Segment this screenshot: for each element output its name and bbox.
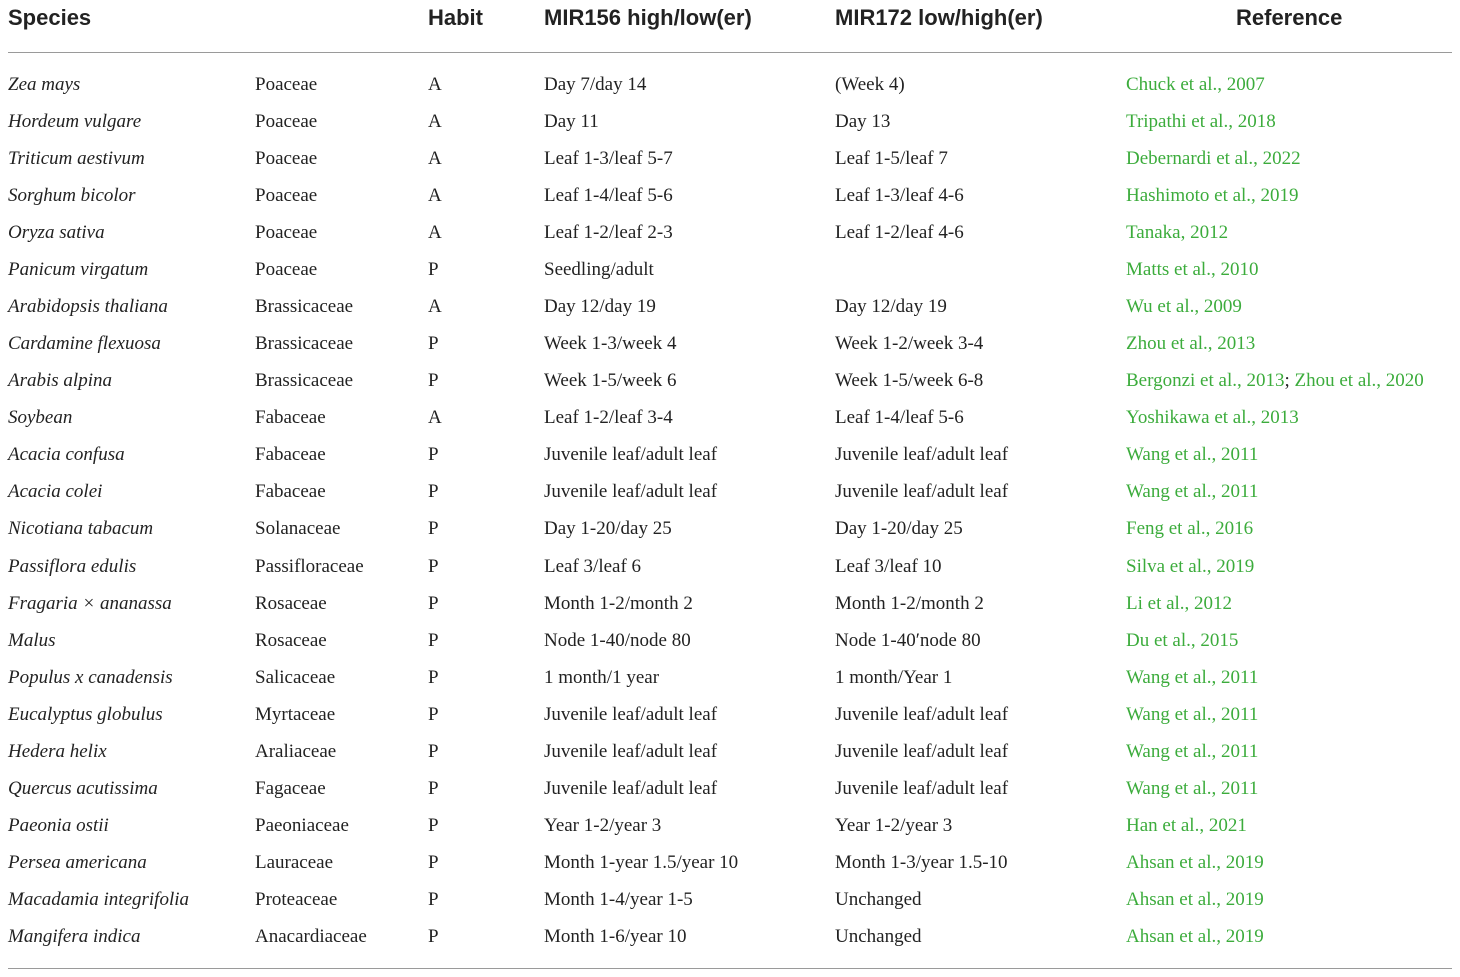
- mir156-cell: Year 1-2/year 3: [544, 815, 662, 836]
- header-species: Species: [8, 5, 92, 30]
- table-row: [0, 183, 1460, 220]
- species-cell: Quercus acutissima: [8, 778, 158, 799]
- mir156-cell: 1 month/1 year: [544, 667, 660, 688]
- mir156-cell: Juvenile leaf/adult leaf: [544, 704, 718, 725]
- mir172-cell: Year 1-2/year 3: [835, 815, 953, 836]
- mir172-cell: Day 13: [835, 111, 891, 132]
- mir172-cell: Unchanged: [835, 889, 922, 910]
- mir156-cell: Month 1-2/month 2: [544, 593, 693, 614]
- species-cell: Populus x canadensis: [8, 667, 173, 688]
- species-cell: Persea americana: [8, 852, 147, 873]
- reference-link[interactable]: Wang et al., 2011: [1126, 741, 1259, 762]
- table-row: [0, 665, 1460, 702]
- table-row: [0, 405, 1460, 442]
- mir172-cell: Juvenile leaf/adult leaf: [835, 741, 1009, 762]
- species-cell: Panicum virgatum: [8, 259, 149, 280]
- mir156-cell: Leaf 1-3/leaf 5-7: [544, 148, 673, 169]
- reference-link[interactable]: Yoshikawa et al., 2013: [1126, 407, 1299, 428]
- mir156-cell: Day 1-20/day 25: [544, 518, 672, 539]
- habit-cell: P: [428, 815, 439, 836]
- habit-cell: P: [428, 593, 439, 614]
- reference-cell: [1126, 739, 1258, 765]
- habit-cell: A: [428, 185, 442, 206]
- habit-cell: P: [428, 926, 439, 947]
- reference-link[interactable]: Tanaka, 2012: [1126, 222, 1229, 243]
- mir172-cell: Juvenile leaf/adult leaf: [835, 704, 1009, 725]
- mir156-cell: Seedling/adult: [544, 259, 654, 280]
- species-cell: Soybean: [8, 407, 73, 428]
- reference-cell: [1126, 331, 1255, 357]
- mir172-cell: Juvenile leaf/adult leaf: [835, 444, 1009, 465]
- habit-cell: P: [428, 704, 439, 725]
- reference-link[interactable]: Wang et al., 2011: [1126, 481, 1259, 502]
- species-cell: Cardamine flexuosa: [8, 333, 161, 354]
- reference-cell: [1126, 850, 1264, 876]
- table-row: [0, 331, 1460, 368]
- reference-cell: [1126, 72, 1265, 98]
- mir172-cell: Unchanged: [835, 926, 922, 947]
- habit-cell: P: [428, 333, 439, 354]
- table-row: [0, 109, 1460, 146]
- species-cell: Arabidopsis thaliana: [8, 296, 168, 317]
- reference-link[interactable]: Zhou et al., 2013: [1126, 333, 1256, 354]
- table-row: [0, 146, 1460, 183]
- reference-cell: [1126, 516, 1253, 542]
- mir156-cell: Week 1-5/week 6: [544, 370, 677, 391]
- reference-link[interactable]: Chuck et al., 2007: [1126, 74, 1265, 95]
- table-row: [0, 924, 1460, 961]
- family-cell: Fabaceae: [255, 444, 326, 465]
- species-cell: Macadamia integrifolia: [8, 889, 190, 910]
- species-cell: Passiflora edulis: [8, 556, 137, 577]
- species-cell: Fragaria × ananassa: [8, 593, 172, 614]
- reference-link[interactable]: Matts et al., 2010: [1126, 259, 1259, 280]
- mir156-cell: Month 1-year 1.5/year 10: [544, 852, 739, 873]
- reference-link[interactable]: Debernardi et al., 2022: [1126, 148, 1301, 169]
- mir156-cell: Day 7/day 14: [544, 74, 647, 95]
- family-cell: Poaceae: [255, 74, 318, 95]
- table-row: [0, 702, 1460, 739]
- family-cell: Poaceae: [255, 222, 318, 243]
- table-header: [0, 0, 1460, 40]
- mir156-cell: Day 12/day 19: [544, 296, 656, 317]
- table-row: [0, 554, 1460, 591]
- reference-cell: [1126, 924, 1264, 950]
- reference-cell: [1126, 776, 1258, 802]
- mir172-cell: Day 12/day 19: [835, 296, 947, 317]
- habit-cell: P: [428, 518, 439, 539]
- family-cell: Passifloraceae: [255, 556, 364, 577]
- family-cell: Rosaceae: [255, 593, 327, 614]
- header-mir172: MIR172 low/high(er): [835, 5, 1043, 30]
- habit-cell: P: [428, 259, 439, 280]
- table-row: [0, 294, 1460, 331]
- reference-link[interactable]: Silva et al., 2019: [1126, 556, 1255, 577]
- mir156-cell: Node 1-40/node 80: [544, 630, 691, 651]
- table-row: [0, 887, 1460, 924]
- table-row: [0, 628, 1460, 665]
- header-mir156: MIR156 high/low(er): [544, 5, 752, 30]
- mir172-cell: Leaf 1-2/leaf 4-6: [835, 222, 964, 243]
- table-row: [0, 72, 1460, 109]
- family-cell: Anacardiaceae: [255, 926, 367, 947]
- reference-cell: [1126, 109, 1276, 135]
- habit-cell: A: [428, 74, 442, 95]
- table-row: [0, 220, 1460, 257]
- reference-cell: [1126, 813, 1247, 839]
- table-row: [0, 850, 1460, 887]
- family-cell: Fabaceae: [255, 407, 326, 428]
- mir172-cell: Day 1-20/day 25: [835, 518, 963, 539]
- species-cell: Hedera helix: [8, 741, 107, 762]
- mir156-cell: Month 1-6/year 10: [544, 926, 687, 947]
- reference-link[interactable]: Bergonzi et al., 2013: [1126, 370, 1285, 391]
- reference-cell: [1126, 554, 1254, 580]
- mir172-cell: Week 1-2/week 3-4: [835, 333, 984, 354]
- mir172-cell: Leaf 3/leaf 10: [835, 556, 942, 577]
- mir172-cell: Month 1-2/month 2: [835, 593, 984, 614]
- mir172-cell: Week 1-5/week 6-8: [835, 370, 984, 391]
- family-cell: Fabaceae: [255, 481, 326, 502]
- family-cell: Poaceae: [255, 148, 318, 169]
- reference-cell: [1126, 220, 1228, 246]
- habit-cell: P: [428, 481, 439, 502]
- species-cell: Nicotiana tabacum: [8, 518, 154, 539]
- species-cell: Oryza sativa: [8, 222, 105, 243]
- header-habit: Habit: [428, 5, 483, 30]
- reference-link[interactable]: Ahsan et al., 2019: [1126, 926, 1264, 947]
- habit-cell: A: [428, 222, 442, 243]
- reference-link[interactable]: Ahsan et al., 2019: [1126, 889, 1264, 910]
- reference-cell: [1126, 442, 1258, 468]
- reference-cell: [1126, 591, 1232, 617]
- reference-link[interactable]: Wu et al., 2009: [1126, 296, 1242, 317]
- reference-cell: [1126, 479, 1258, 505]
- mir156-cell: Day 11: [544, 111, 599, 132]
- family-cell: Myrtaceae: [255, 704, 336, 725]
- table-row: [0, 368, 1460, 405]
- mir156-cell: Leaf 1-2/leaf 2-3: [544, 222, 673, 243]
- mir172-cell: Leaf 1-4/leaf 5-6: [835, 407, 964, 428]
- mir156-cell: Juvenile leaf/adult leaf: [544, 481, 718, 502]
- mir156-cell: Leaf 3/leaf 6: [544, 556, 642, 577]
- mir156-cell: Juvenile leaf/adult leaf: [544, 741, 718, 762]
- reference-cell: [1126, 405, 1299, 431]
- reference-link[interactable]: Zhou et al., 2020: [1289, 370, 1424, 391]
- reference-cell: [1126, 665, 1258, 691]
- family-cell: Solanaceae: [255, 518, 341, 539]
- mir156-cell: Leaf 1-2/leaf 3-4: [544, 407, 673, 428]
- table-row: [0, 739, 1460, 776]
- mir156-cell: Leaf 1-4/leaf 5-6: [544, 185, 673, 206]
- family-cell: Poaceae: [255, 259, 318, 280]
- family-cell: Brassicaceae: [255, 370, 354, 391]
- table-row: [0, 257, 1460, 294]
- mir156-cell: Week 1-3/week 4: [544, 333, 677, 354]
- species-cell: Paeonia ostii: [8, 815, 109, 836]
- table-row: [0, 516, 1460, 553]
- species-cell: Triticum aestivum: [8, 148, 145, 169]
- mir172-cell: (Week 4): [835, 74, 905, 95]
- family-cell: Brassicaceae: [255, 333, 354, 354]
- mir156-cell: Juvenile leaf/adult leaf: [544, 778, 718, 799]
- habit-cell: P: [428, 370, 439, 391]
- reference-link[interactable]: Hashimoto et al., 2019: [1126, 185, 1299, 206]
- reference-link[interactable]: Wang et al., 2011: [1126, 778, 1259, 799]
- habit-cell: A: [428, 148, 442, 169]
- reference-cell: [1126, 146, 1301, 172]
- species-cell: Mangifera indica: [8, 926, 141, 947]
- habit-cell: A: [428, 111, 442, 132]
- habit-cell: P: [428, 778, 439, 799]
- family-cell: Paeoniaceae: [255, 815, 349, 836]
- habit-cell: P: [428, 852, 439, 873]
- reference-link[interactable]: Han et al., 2021: [1126, 815, 1247, 836]
- family-cell: Brassicaceae: [255, 296, 354, 317]
- reference-link[interactable]: Du et al., 2015: [1126, 630, 1239, 651]
- reference-link[interactable]: Tripathi et al., 2018: [1126, 111, 1276, 132]
- family-cell: Poaceae: [255, 111, 318, 132]
- reference-cell: [1126, 887, 1264, 913]
- reference-link[interactable]: Wang et al., 2011: [1126, 704, 1259, 725]
- mir156-cell: Month 1-4/year 1-5: [544, 889, 693, 910]
- reference-link[interactable]: Feng et al., 2016: [1126, 518, 1254, 539]
- species-cell: Acacia confusa: [8, 444, 125, 465]
- species-cell: Zea mays: [8, 74, 81, 95]
- habit-cell: A: [428, 296, 442, 317]
- habit-cell: P: [428, 889, 439, 910]
- habit-cell: P: [428, 630, 439, 651]
- reference-link[interactable]: Wang et al., 2011: [1126, 444, 1259, 465]
- habit-cell: P: [428, 667, 439, 688]
- table-bottom-rule: [8, 968, 1452, 969]
- table-row: [0, 591, 1460, 628]
- habit-cell: P: [428, 741, 439, 762]
- mir172-cell: Juvenile leaf/adult leaf: [835, 481, 1009, 502]
- family-cell: Salicaceae: [255, 667, 336, 688]
- family-cell: Proteaceae: [255, 889, 338, 910]
- reference-cell: [1126, 257, 1258, 283]
- mir172-cell: Node 1-40ʹnode 80: [835, 630, 981, 651]
- species-cell: Malus: [8, 630, 56, 651]
- reference-link[interactable]: Ahsan et al., 2019: [1126, 852, 1264, 873]
- family-cell: Rosaceae: [255, 630, 327, 651]
- reference-cell: [1126, 294, 1242, 320]
- mir172-cell: Juvenile leaf/adult leaf: [835, 778, 1009, 799]
- species-cell: Eucalyptus globulus: [8, 704, 163, 725]
- reference-cell: [1126, 183, 1299, 209]
- reference-link[interactable]: Li et al., 2012: [1126, 593, 1233, 614]
- reference-cell: [1126, 702, 1258, 728]
- table-row: [0, 776, 1460, 813]
- reference-cell: [1126, 368, 1424, 394]
- reference-link[interactable]: Wang et al., 2011: [1126, 667, 1259, 688]
- family-cell: Poaceae: [255, 185, 318, 206]
- header-divider: [8, 52, 1452, 53]
- table-row: [0, 442, 1460, 479]
- mir156-cell: Juvenile leaf/adult leaf: [544, 444, 718, 465]
- mir172-cell: 1 month/Year 1: [835, 667, 953, 688]
- species-cell: Hordeum vulgare: [8, 111, 142, 132]
- table-row: [0, 813, 1460, 850]
- reference-cell: [1126, 628, 1238, 654]
- family-cell: Fagaceae: [255, 778, 326, 799]
- mir172-cell: Leaf 1-3/leaf 4-6: [835, 185, 964, 206]
- reference-separator: ;: [1284, 370, 1290, 391]
- table-row: [0, 479, 1460, 516]
- species-cell: Arabis alpina: [8, 370, 112, 391]
- family-cell: Lauraceae: [255, 852, 334, 873]
- habit-cell: P: [428, 444, 439, 465]
- habit-cell: A: [428, 407, 442, 428]
- species-cell: Sorghum bicolor: [8, 185, 136, 206]
- mir172-cell: Month 1-3/year 1.5-10: [835, 852, 1008, 873]
- header-reference: Reference: [1236, 5, 1343, 30]
- mir172-cell: Leaf 1-5/leaf 7: [835, 148, 948, 169]
- family-cell: Araliaceae: [255, 741, 337, 762]
- species-cell: Acacia colei: [8, 481, 103, 502]
- habit-cell: P: [428, 556, 439, 577]
